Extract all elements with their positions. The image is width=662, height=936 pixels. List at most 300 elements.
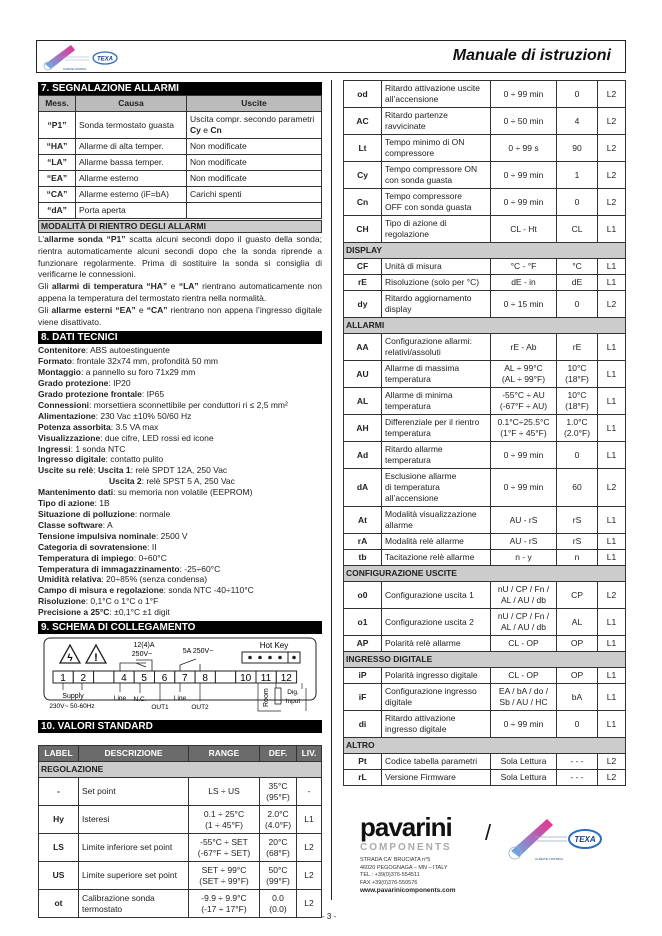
param-range: AU - rS (491, 534, 557, 550)
address-line: STRADA CA' BRUCIATA n°5 (360, 857, 431, 863)
param-default: 35°C (95°F) (260, 778, 297, 806)
param-description: Isteresi (79, 806, 189, 834)
param-range: nU / CP / Fn / AL / AU / db (491, 582, 557, 609)
text-run: “EA” (46, 173, 68, 183)
group-row (344, 652, 626, 668)
svg-text:Line: Line (173, 695, 187, 703)
terminal-number: 4 (121, 673, 127, 685)
text-run: Allarme esterno (iF=bA) (79, 189, 169, 199)
text-run: Allarme di alta temper. (79, 141, 164, 151)
param-default: 0.0 (0.0) (260, 890, 297, 918)
spec-label: Risoluzione (38, 596, 86, 607)
spec-label: Classe software (38, 519, 103, 530)
spec-line (38, 411, 322, 422)
spec-label: Mantenimento dati (38, 487, 114, 498)
param-label: At (344, 507, 382, 534)
param-label: AP (344, 636, 382, 652)
group-label: CONFIGURAZIONE USCITE (344, 566, 626, 582)
param-level: L2 (598, 162, 626, 189)
table-row (39, 112, 322, 139)
table-cell (76, 139, 187, 155)
table-row (344, 216, 626, 243)
table-row (39, 139, 322, 155)
param-level: L2 (598, 135, 626, 162)
param-description: Polarità relè allarme (382, 636, 491, 652)
spec-value: : sonda NTC -40÷110°C (163, 585, 254, 596)
spec-label: Contenitore (38, 345, 86, 356)
spec-line (38, 444, 322, 455)
param-label: CF (344, 259, 382, 275)
spec-label: Visualizzazione (38, 432, 101, 443)
spec-label: Temperatura di immagazzinamento (38, 563, 180, 574)
spec-line (38, 574, 322, 585)
param-range: -9.9 ÷ 9.9°C (-17 ÷ 17°F) (189, 890, 260, 918)
param-range: 0 ÷ 15 min (491, 291, 557, 318)
table-cell (187, 139, 322, 155)
group-label: REGOLAZIONE (39, 762, 322, 778)
spec-value: : ABS autoestinguente (85, 345, 170, 356)
param-description: Polarità ingresso digitale (382, 668, 491, 684)
spec-label: Uscita 1 (98, 465, 131, 476)
param-range: dE - in (491, 275, 557, 291)
parameters-table (343, 80, 626, 786)
param-description: Ritardo aggiornamento display (382, 291, 491, 318)
table-cell (39, 112, 76, 139)
text-run: Gli (38, 281, 52, 292)
column-header: RANGE (189, 746, 260, 762)
spec-label: Campo di misura e regolazione (38, 585, 164, 596)
address (360, 857, 455, 887)
group-row (344, 738, 626, 754)
param-label: AC (344, 108, 382, 135)
terminal-box (215, 671, 235, 683)
spec-label: Potenza assorbita (38, 421, 111, 432)
text-run: Non modificate (190, 141, 247, 151)
spec-line (38, 585, 322, 596)
table-row (39, 187, 322, 203)
table-row (39, 155, 322, 171)
text-run: allarme esterni “EA” (51, 304, 136, 315)
spec-label: Situazione di polluzione (38, 508, 135, 519)
svg-text:ϟ: ϟ (67, 653, 73, 665)
spec-line (38, 509, 322, 520)
param-description: Allarme di massima temperatura (382, 361, 491, 388)
param-range: Sola Lettura (491, 754, 557, 770)
table-row (344, 469, 626, 507)
table-row (39, 203, 322, 219)
svg-text:!: ! (94, 652, 98, 665)
param-level: L2 (598, 189, 626, 216)
text-run: “CA” (146, 304, 168, 315)
svg-text:Supply: Supply (62, 693, 84, 701)
param-range: -55°C ÷ AU (-67°F ÷ AU) (491, 388, 557, 415)
param-default: rE (557, 334, 598, 361)
spec-value: : 2500 V (155, 530, 188, 541)
param-range: 0 ÷ 99 min (491, 162, 557, 189)
spec-line (38, 607, 322, 618)
param-default: 0 (557, 711, 598, 738)
param-level: L1 (598, 415, 626, 442)
column-header: Mess. (39, 96, 76, 112)
param-range: 0 ÷ 99 min (491, 711, 557, 738)
param-default: 0 (557, 81, 598, 108)
param-level: L2 (598, 582, 626, 609)
spec-label: Ingressi (38, 443, 71, 454)
spec-value: : frontale 32x74 mm, profondità 50 mm (72, 356, 218, 367)
table-cell (187, 155, 322, 171)
param-label: iF (344, 684, 382, 711)
table-row (39, 862, 322, 890)
table-row (344, 668, 626, 684)
terminal-box (94, 671, 114, 683)
table-cell (76, 171, 187, 187)
param-description: Configurazione ingresso digitale (382, 684, 491, 711)
svg-text:Hot Key: Hot Key (259, 641, 289, 651)
group-row (344, 566, 626, 582)
address-line: FAX +39(0)376-550576 (360, 879, 418, 886)
param-default: 4 (557, 108, 598, 135)
param-level: L1 (598, 636, 626, 652)
param-default: - - - (557, 770, 598, 786)
table-row (344, 334, 626, 361)
param-default: 50°C (99°F) (260, 862, 297, 890)
terminal-number: 2 (80, 673, 87, 685)
param-label: AU (344, 361, 382, 388)
param-level: L2 (297, 834, 322, 862)
text-run: Cy (190, 125, 201, 135)
section-10-title: 10. VALORI STANDARD (38, 720, 322, 733)
svg-text:Dig.: Dig. (287, 689, 299, 697)
table-row (344, 754, 626, 770)
page-header (36, 40, 626, 73)
param-level: L1 (598, 711, 626, 738)
left-column (38, 82, 322, 918)
column-divider (331, 80, 332, 900)
param-level: L2 (598, 81, 626, 108)
table-cell (39, 155, 76, 171)
param-label: AL (344, 388, 382, 415)
param-level: L1 (598, 550, 626, 566)
section-8-title: 8. DATI TECNICI (38, 331, 322, 344)
group-row (39, 762, 322, 778)
table-cell (39, 171, 76, 187)
spec-line (38, 553, 322, 564)
group-label: ALLARMI (344, 318, 626, 334)
param-description: Calibrazione sonda termostato (79, 890, 189, 918)
spec-line (38, 487, 322, 498)
param-label: rL (344, 770, 382, 786)
spec-line (38, 400, 322, 411)
spec-value: : 1 sonda NTC (70, 443, 126, 454)
terminal-number: 7 (182, 673, 188, 685)
param-default: 60 (557, 469, 598, 507)
param-level: L2 (297, 862, 322, 890)
spec-value: : IP20 (108, 378, 131, 389)
param-default: CL (557, 216, 598, 243)
param-label: - (39, 778, 79, 806)
param-description: Tipo di azione di regolazione (382, 216, 491, 243)
param-level: L1 (598, 259, 626, 275)
param-range: Sola Lettura (491, 770, 557, 786)
section-7-title: 7. SEGNALAZIONE ALLARMI (38, 82, 322, 95)
brand-name: pavarini (360, 812, 452, 842)
page-title: Manuale di istruzioni (452, 47, 611, 64)
spec-value: : ±0,1°C ±1 digit (109, 607, 170, 618)
terminal-number: 8 (202, 673, 208, 685)
table-row (344, 636, 626, 652)
terminal-number: 10 (240, 673, 252, 685)
texa-logo-footer (505, 815, 605, 865)
table-cell (187, 112, 322, 139)
spec-value: : 230 Vac ±10% 50/60 Hz (95, 410, 192, 421)
param-range: nU / CP / Fn / AL / AU / db (491, 609, 557, 636)
spec-label: Tensione impulsiva nominale (38, 530, 156, 541)
spec-line (38, 531, 322, 542)
param-default: OP (557, 636, 598, 652)
param-description: Ritardo allarme temperatura (382, 442, 491, 469)
spec-label: Uscita 2 (109, 476, 142, 487)
param-default: 0 (557, 442, 598, 469)
text-run: Gli (38, 304, 52, 315)
page-number: - 3 - (322, 912, 337, 921)
brand-sub: COMPONENTS (360, 842, 452, 853)
spec-label: Ingresso digitale (38, 454, 106, 465)
svg-text:CLIMATE CONTROL: CLIMATE CONTROL (63, 68, 87, 71)
table-row (344, 135, 626, 162)
spec-line (38, 465, 322, 476)
spec-line (38, 433, 322, 444)
param-level: L2 (598, 754, 626, 770)
param-description: Tempo compressore ON con sonda guasta (382, 162, 491, 189)
param-label: Cy (344, 162, 382, 189)
alarm-recovery-title: MODALITÀ DI RIENTRO DEGLI ALLARMI (38, 220, 322, 233)
spec-value: : -25÷60°C (179, 563, 221, 574)
spec-value: : contatto pulito (105, 454, 164, 465)
param-label: od (344, 81, 382, 108)
spec-label: Formato (38, 356, 72, 367)
param-level: L1 (598, 361, 626, 388)
param-description: Modalità relè allarme (382, 534, 491, 550)
spec-label: Grado protezione (38, 378, 109, 389)
svg-text:Room: Room (263, 688, 270, 708)
param-default: 2.0°C (4.0°F) (260, 806, 297, 834)
param-default: - - - (557, 754, 598, 770)
wiring-diagram (38, 635, 322, 717)
param-default: 0 (557, 189, 598, 216)
param-default: 10°C (18°F) (557, 361, 598, 388)
param-level: L1 (598, 275, 626, 291)
text-run: “dA” (47, 205, 67, 215)
table-row (344, 275, 626, 291)
param-label: dA (344, 469, 382, 507)
spec-value: : 1B (94, 498, 110, 509)
param-default: dE (557, 275, 598, 291)
param-range: rE - Ab (491, 334, 557, 361)
param-default: rS (557, 507, 598, 534)
param-level: L2 (598, 108, 626, 135)
group-row (344, 243, 626, 259)
group-label: INGRESSO DIGITALE (344, 652, 626, 668)
param-level: - (297, 778, 322, 806)
spec-value: : 0,1°C o 1°C o 1°F (85, 596, 159, 607)
spec-line (38, 356, 322, 367)
terminal-number: 5 (141, 673, 147, 685)
column-header: LIV. (297, 746, 322, 762)
param-range: n - y (491, 550, 557, 566)
spec-label: Umidità relativa (38, 574, 102, 585)
param-range: 0.1 ÷ 25°C (1 ÷ 45°F) (189, 806, 260, 834)
spec-label: Montaggio (38, 367, 81, 378)
param-label: o1 (344, 609, 382, 636)
svg-text:OUT2: OUT2 (191, 704, 209, 712)
param-description: Configurazione uscita 1 (382, 582, 491, 609)
terminal-number: 6 (161, 673, 168, 685)
param-level: L1 (598, 668, 626, 684)
column-header: DEF. (260, 746, 297, 762)
address-line: 46020 PEGOGNAGA – MN – ITALY (360, 864, 448, 871)
group-label: ALTRO (344, 738, 626, 754)
section-9-title: 9. SCHEMA DI COLLEGAMENTO (38, 621, 322, 634)
param-description: Differenziale per il rientro temperatura (382, 415, 491, 442)
param-range: 0.1°C÷25.5°C (1°F ÷ 45°F) (491, 415, 557, 442)
param-level: L1 (598, 334, 626, 361)
spec-label: Tipo di azione (38, 498, 95, 509)
table-row (39, 778, 322, 806)
table-row (39, 834, 322, 862)
param-label: LS (39, 834, 79, 862)
table-row (39, 806, 322, 834)
table-row (344, 534, 626, 550)
spec-value: : a pannello su foro 71x29 mm (80, 367, 196, 378)
spec-label: Connessioni (38, 399, 90, 410)
table-row (344, 507, 626, 534)
text-run: Carichi spenti (190, 189, 242, 199)
table-row (39, 171, 322, 187)
spec-value: : morsettiera sconnettibile per conduttori ri ≤ 2,5 mm² (89, 399, 288, 410)
technical-data-list (38, 345, 322, 618)
param-range: AL ÷ 99°C (AL ÷ 99°F) (491, 361, 557, 388)
param-description: Configurazione allarmi: relativi/assoluti (382, 334, 491, 361)
column-header: LABEL (39, 746, 79, 762)
text-run: Cn (210, 125, 222, 135)
param-level: L2 (598, 770, 626, 786)
svg-text:Line: Line (113, 695, 127, 703)
param-default: rS (557, 534, 598, 550)
spec-value: : su memoria non volatile (EEPROM) (113, 487, 253, 498)
spec-value: : relè SPST 5 A, 250 Vac (141, 476, 235, 487)
param-range: LS ÷ US (189, 778, 260, 806)
param-range: SET ÷ 99°C (SET ÷ 99°F) (189, 862, 260, 890)
text-run: e (200, 125, 211, 135)
table-cell (39, 187, 76, 203)
param-level: L2 (297, 890, 322, 918)
spec-line (38, 564, 322, 575)
param-range: EA / bA / do / Sb / AU / HC (491, 684, 557, 711)
spec-line (38, 542, 322, 553)
param-description: Ritardo partenze ravvicinate (382, 108, 491, 135)
spec-value: : A (102, 519, 113, 530)
param-level: L1 (598, 534, 626, 550)
param-level: L1 (598, 609, 626, 636)
param-label: Hy (39, 806, 79, 834)
spec-label: Temperatura di impiego (38, 552, 134, 563)
svg-text:TEXA: TEXA (574, 835, 596, 844)
terminal-number: 1 (60, 673, 66, 685)
param-default: 1 (557, 162, 598, 189)
param-description: Tempo compressore OFF con sonda guasta (382, 189, 491, 216)
text-run: Allarme esterno (79, 173, 139, 183)
param-default: 20°C (68°F) (260, 834, 297, 862)
table-row (344, 770, 626, 786)
param-description: Codice tabella parametri (382, 754, 491, 770)
param-label: o0 (344, 582, 382, 609)
param-default: °C (557, 259, 598, 275)
spec-line (38, 422, 322, 433)
param-description: Ritardo attivazione ingresso digitale (382, 711, 491, 738)
param-label: tb (344, 550, 382, 566)
spec-line (38, 378, 322, 389)
param-label: CH (344, 216, 382, 243)
param-description: Limite inferiore set point (79, 834, 189, 862)
param-label: dy (344, 291, 382, 318)
spec-line (38, 389, 322, 400)
text-run: Sonda termostato guasta (79, 119, 174, 130)
table-cell (187, 187, 322, 203)
spec-label: Precisione a 25°C (38, 607, 110, 618)
text-run: rientrano non appena l’ingresso digitale viene disattivato. (38, 304, 322, 327)
table-cell (39, 139, 76, 155)
spec-value: : relè SPDT 12A, 250 Vac (130, 465, 228, 476)
param-default: 1.0°C (2.0°F) (557, 415, 598, 442)
table-row (344, 711, 626, 738)
table-cell (39, 203, 76, 219)
param-label: di (344, 711, 382, 738)
param-level: L2 (598, 291, 626, 318)
alarm-recovery-text (38, 234, 322, 328)
column-header: DESCRIZIONE (79, 746, 189, 762)
param-range: 0 ÷ 99 s (491, 135, 557, 162)
spec-line (38, 476, 322, 487)
text-run: rientrano automaticamente non appena la temperatura del termostato rientra nella normalità. (38, 281, 322, 303)
text-run: e (135, 304, 147, 315)
param-description: Unità di misura (382, 259, 491, 275)
param-label: iP (344, 668, 382, 684)
param-default: CP (557, 582, 598, 609)
spec-line (38, 498, 322, 509)
param-range: 0 ÷ 99 min (491, 189, 557, 216)
spec-label: Alimentazione (38, 410, 96, 421)
param-description: Tacitazione relè allarme (382, 550, 491, 566)
param-level: L1 (297, 806, 322, 834)
text-run: Non modificate (190, 173, 247, 183)
alarm-table (38, 95, 322, 219)
param-default: 10°C (18°F) (557, 388, 598, 415)
terminal-number: 12 (280, 673, 292, 685)
param-description: Limite superiore set point (79, 862, 189, 890)
param-range: 0 ÷ 99 min (491, 469, 557, 507)
param-range: 0 ÷ 99 min (491, 442, 557, 469)
param-description: Allarme di minima temperatura (382, 388, 491, 415)
column-header: Uscite (187, 96, 322, 112)
param-description: Ritardo attivazione uscite all’accensione (382, 81, 491, 108)
param-range: 0 ÷ 50 min (491, 108, 557, 135)
param-description: Configurazione uscita 2 (382, 609, 491, 636)
text-run: Allarme bassa temper. (79, 157, 164, 167)
website-link[interactable]: www.pavarinicomponents.com (360, 887, 456, 894)
table-cell (187, 203, 322, 219)
param-range: CL - OP (491, 668, 557, 684)
param-default: AL (557, 609, 598, 636)
